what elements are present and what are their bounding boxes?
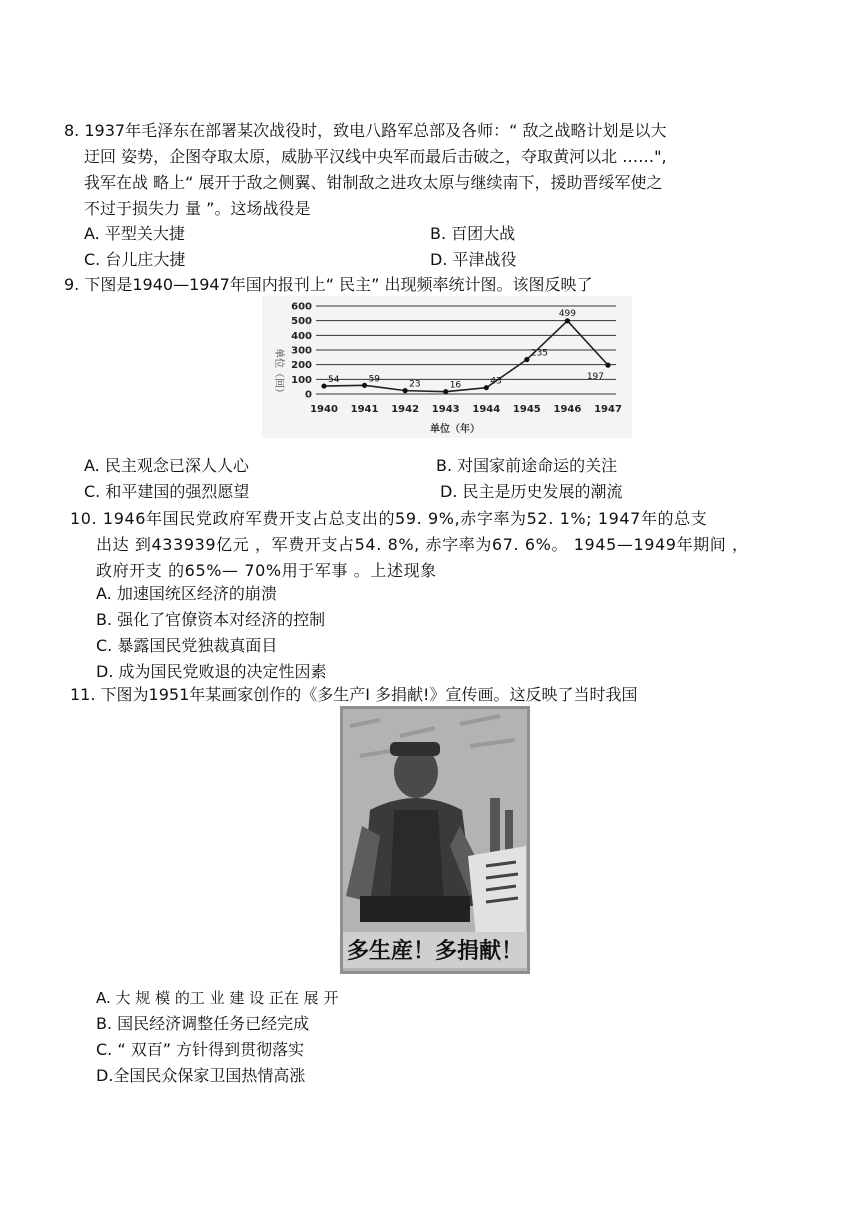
q10-stem-line-3: 政府开支 的65%— 70%用于军事 。上述现象 (96, 561, 437, 580)
q10-option-c: C. 暴露国民党独裁真面目 (96, 636, 278, 655)
chart-point (605, 363, 610, 368)
chart-y-tick-label: 300 (291, 345, 312, 357)
q11-option-c: C. “ 双百” 方针得到贯彻落实 (96, 1040, 305, 1059)
q8-stem-line-1: 8. 1937年毛泽东在部署某次战役时，致电八路军总部及各师：“ 敌之战略计划是以大 (64, 121, 667, 140)
q10-stem-line-1: 10. 1946年国民党政府军费开支占总支出的59. 9%,赤字率为52. 1%; 1947年的总支 (70, 509, 708, 528)
chart-data-label: 23 (409, 379, 421, 390)
q9-option-b: B. 对国家前途命运的关注 (436, 456, 618, 475)
chart-data-label: 197 (586, 372, 604, 383)
chart-x-tick-label: 1941 (350, 404, 379, 415)
q8-stem-line-3: 我军在战 略上“ 展开于敌之侧翼、钳制敌之进攻太原与继续南下，援助晋绥军使之 (84, 173, 663, 192)
chart-x-tick-label: 1946 (553, 404, 582, 415)
chart-y-tick-label: 0 (305, 389, 312, 401)
chart-y-tick-label: 400 (291, 330, 312, 342)
chart-point (565, 318, 570, 323)
chart-y-tick-label: 600 (291, 301, 312, 313)
chart-x-tick-label: 1944 (472, 404, 501, 415)
q8-option-d: D. 平津战役 (430, 250, 517, 269)
chart-point (484, 385, 489, 390)
propaganda-poster-image (340, 706, 530, 974)
q10-option-d: D. 成为国民党败退的决定性因素 (96, 662, 327, 681)
q11-stem: 11. 下图为1951年某画家创作的《多生产I 多捐献!》宣传画。这反映了当时我国 (70, 685, 638, 704)
chart-x-tick-label: 1943 (431, 404, 460, 415)
q11-option-a: A. 大 规 模 的工 业 建 设 正在 展 开 (96, 989, 339, 1007)
chart-y-tick-label: 100 (291, 374, 312, 386)
chart-data-label: 59 (368, 374, 381, 385)
chart-x-tick-label: 1940 (310, 404, 338, 415)
chart-point (524, 357, 529, 362)
q8-stem-line-4: 不过于损失力 量 ”。这场战役是 (84, 199, 311, 218)
q8-option-a: A. 平型关大捷 (84, 224, 185, 243)
chart-x-axis-label: 单位（年） (430, 424, 480, 435)
chart-point (321, 383, 326, 388)
q11-option-d: D.全国民众保家卫国热情高涨 (96, 1066, 306, 1085)
poster-caption: 多生産！多捐献！ (346, 939, 524, 964)
q8-option-b: B. 百团大战 (430, 224, 516, 243)
democracy-frequency-chart (262, 296, 632, 438)
q9-stem: 9. 下图是1940—1947年国内报刊上“ 民主” 出现频率统计图。该图反映了 (64, 275, 593, 294)
chart-data-label: 43 (490, 376, 502, 387)
q9-option-d: D. 民主是历史发展的潮流 (440, 482, 623, 501)
q9-option-a: A. 民主观念已深人人心 (84, 456, 249, 475)
chart-point (403, 388, 408, 393)
chart-data-label: 16 (449, 380, 462, 391)
chart-data-label: 54 (328, 375, 340, 386)
chart-point (362, 383, 367, 388)
chart-data-label: 499 (558, 308, 577, 319)
q10-stem-line-2: 出达 到433939亿元 ，军费开支占54. 8%, 赤字率为67. 6%。 1945—1949年期间 ， (96, 535, 749, 554)
q9-option-c: C. 和平建国的强烈愿望 (84, 482, 250, 501)
chart-y-tick-label: 200 (291, 360, 312, 372)
chart-point (443, 389, 448, 394)
chart-x-tick-label: 1942 (391, 404, 420, 415)
q10-option-a: A. 加速国统区经济的崩溃 (96, 584, 277, 603)
q10-option-b: B. 强化了官僚资本对经济的控制 (96, 610, 326, 629)
chart-x-tick-label: 1947 (594, 404, 622, 415)
chart-y-ticks (291, 302, 312, 401)
chart-y-axis-label: 单位（回） (273, 348, 284, 398)
chart-x-tick-label: 1945 (512, 404, 541, 415)
q8-stem-line-2: 迂回 姿势，企图夺取太原，威胁平汉线中央军而最后击破之，夺取黄河以北 ……", (84, 147, 667, 166)
q8-option-c: C. 台儿庄大捷 (84, 250, 186, 269)
chart-data-label: 235 (530, 348, 549, 359)
q11-option-b: B. 国民经济调整任务已经完成 (96, 1014, 310, 1033)
chart-y-tick-label: 500 (291, 316, 312, 328)
